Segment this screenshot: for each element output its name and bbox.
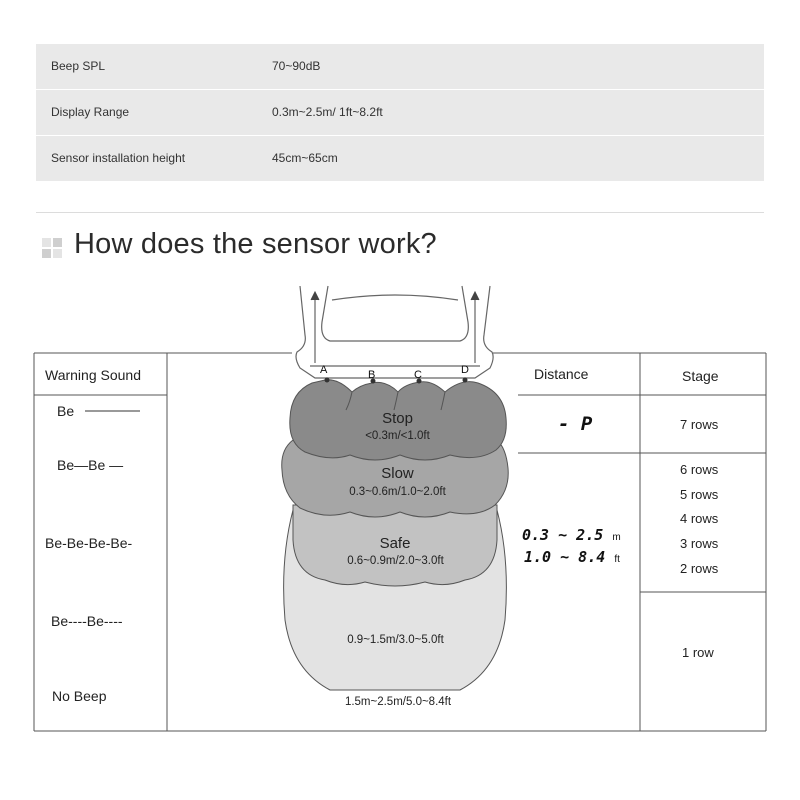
stop-zone-name: Stop — [382, 410, 413, 427]
range-ft-value: 1.0 ~ 8.4 — [524, 548, 606, 566]
stage-header: Stage — [682, 368, 719, 384]
spec-value: 45cm~65cm — [272, 151, 338, 165]
warning-sound-stop: Be — [57, 403, 75, 419]
far-zone-range: 0.9~1.5m/3.0~5.0ft — [347, 634, 444, 646]
distance-header: Distance — [534, 366, 589, 382]
range-readout-m — [522, 526, 621, 544]
section-title: How does the sensor work? — [74, 228, 437, 260]
spec-value: 0.3m~2.5m/ 1ft~8.2ft — [272, 105, 383, 119]
safe-zone-range: 0.6~0.9m/2.0~3.0ft — [347, 555, 444, 567]
outer-zone-range: 1.5m~2.5m/5.0~8.4ft — [344, 696, 452, 708]
stage-2-rows: 2 rows — [680, 561, 719, 576]
spec-value: 70~90dB — [272, 59, 321, 73]
safe-zone-name: Safe — [379, 535, 411, 552]
sensor-label-a: A — [320, 364, 328, 376]
spec-label: Beep SPL — [51, 59, 106, 73]
warning-sound-far: Be----Be---- — [51, 613, 123, 629]
unit-m: m — [612, 532, 621, 543]
stage-1-row: 1 row — [682, 645, 714, 660]
sensor-label-c: C — [414, 369, 422, 381]
range-readout-ft — [524, 548, 620, 566]
sensor-label-d: D — [461, 364, 469, 376]
unit-ft: ft — [614, 554, 620, 565]
stage-5-rows: 5 rows — [680, 487, 719, 502]
slow-zone-range: 0.3~0.6m/1.0~2.0ft — [349, 486, 446, 498]
warning-sound-none: No Beep — [52, 688, 107, 704]
stop-readout: - P — [558, 413, 593, 435]
sensor-label-b: B — [368, 369, 376, 381]
stage-4-rows: 4 rows — [680, 511, 719, 526]
warning-sound-slow: Be—Be — — [57, 457, 124, 473]
stop-zone-range: <0.3m/<1.0ft — [365, 430, 430, 442]
spec-label: Sensor installation height — [51, 151, 186, 165]
stage-7-rows: 7 rows — [680, 417, 719, 432]
spec-label: Display Range — [51, 105, 130, 119]
stage-3-rows: 3 rows — [680, 536, 719, 551]
stage-6-rows: 6 rows — [680, 462, 719, 477]
warning-sound-header: Warning Sound — [45, 367, 141, 383]
slow-zone-name: Slow — [381, 465, 414, 482]
warning-sound-safe: Be-Be-Be-Be- — [45, 535, 133, 551]
range-m-value: 0.3 ~ 2.5 — [522, 526, 604, 544]
